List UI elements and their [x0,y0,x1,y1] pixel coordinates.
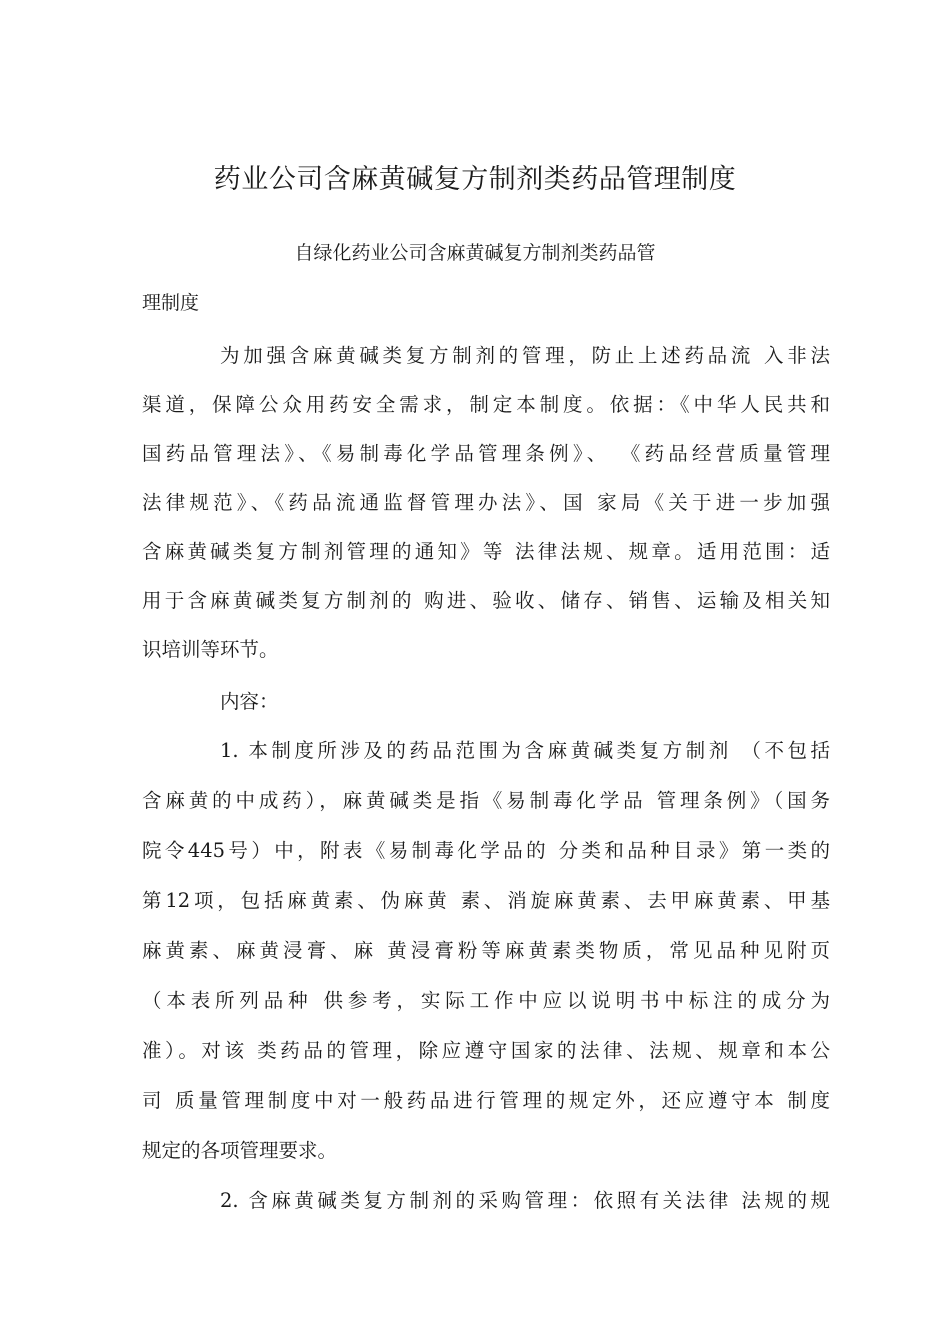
item-line: 准）。对该 类药品的管理，除应遵守国家的法律、法规、规章和本公 [142,1039,830,1062]
item-line: 麻黄素、麻黄浸膏、麻 黄浸膏粉等麻黄素类物质，常见品种见附页 [142,939,830,962]
document-subtitle: 自绿化药业公司含麻黄碱复方制剂类药品管 [294,242,656,264]
content-label: 内容： [220,690,279,713]
item-line: 含麻黄的中成药），麻黄碱类是指《易制毒化学品 管理条例》（国务 [142,789,830,812]
item-line: 第12项，包括麻黄素、伪麻黄 素、消旋麻黄素、去甲麻黄素、甲基 [142,889,830,912]
paragraph-line: 法律规范》、《药品流通监督管理办法》、国 家局《关于进一步加强 [142,491,830,514]
paragraph-line: 国药品管理法》、《易制毒化学品管理条例》、 《药品经营质量管理 [142,442,830,465]
document-title: 药业公司含麻黄碱复方制剂类药品管理制度 [213,164,737,195]
item-line: 1. 本制度所涉及的药品范围为含麻黄碱类复方制剂 （不包括 [220,739,830,762]
item-line: 2. 含麻黄碱类复方制剂的采购管理：依照有关法律 法规的规 [220,1189,830,1212]
paragraph-line: 识培训等环节。 [142,638,279,661]
document-subtitle-continuation: 理制度 [142,292,200,314]
paragraph-line: 为加强含麻黄碱类复方制剂的管理，防止上述药品流 入非法 [220,344,830,367]
item-line: （本表所列品种 供参考，实际工作中应以说明书中标注的成分为 [142,989,830,1012]
item-line: 规定的各项管理要求。 [142,1139,338,1162]
item-line: 司 质量管理制度中对一般药品进行管理的规定外，还应遵守本 制度 [142,1089,830,1112]
item-line: 院令445号）中，附表《易制毒化学品的 分类和品种目录》第一类的 [142,839,830,862]
paragraph-line: 用于含麻黄碱类复方制剂的 购进、验收、储存、销售、运输及相关知 [142,589,830,612]
paragraph-line: 渠道，保障公众用药安全需求，制定本制度。依据：《中华人民共和 [142,393,830,416]
paragraph-line: 含麻黄碱类复方制剂管理的通知》等 法律法规、规章。适用范围：适 [142,540,830,563]
